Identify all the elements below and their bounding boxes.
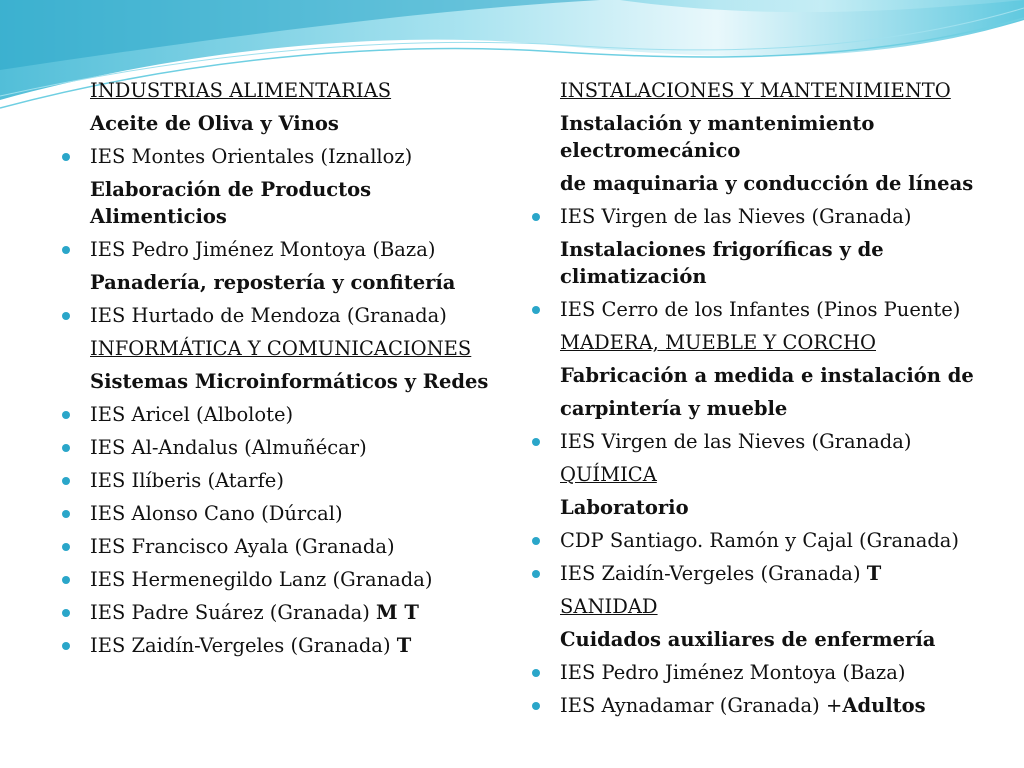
list-item [62,464,502,497]
list-item [62,629,502,662]
line-text: Elaboración de Productos Alimenticios [90,178,372,228]
line-text: IES Aricel (Albolote) [90,403,294,426]
list-item [532,425,982,458]
program-title [532,359,982,392]
bullet-icon [532,306,540,314]
list-item [62,299,502,332]
line-text: IES Pedro Jiménez Montoya (Baza) [560,661,906,684]
line-text: IES Hermenegildo Lanz (Granada) [90,568,433,591]
section-heading [532,326,982,359]
line-text: QUÍMICA [560,463,657,486]
line-suffix: M T [376,601,419,624]
line-text: IES Zaidín-Vergeles (Granada) [560,562,861,585]
line-text: Instalaciones frigoríficas y de climatización [560,238,884,288]
program-title [532,107,982,167]
line-text: IES Montes Orientales (Iznalloz) [90,145,413,168]
line-text: IES Alonso Cano (Dúrcal) [90,502,343,525]
line-text: IES Virgen de las Nieves (Granada) [560,430,912,453]
bullet-icon [62,510,70,518]
program-title [62,107,502,140]
line-text: IES Al-Andalus (Almuñécar) [90,436,367,459]
line-text: Panadería, repostería y confitería [90,271,456,294]
list-item [532,656,982,689]
line-text: Cuidados auxiliares de enfermería [560,628,936,651]
line-text: Fabricación a medida e instalación de [560,364,974,387]
program-title [532,623,982,656]
section-heading [532,458,982,491]
list-item [532,524,982,557]
line-suffix: T [866,562,882,585]
line-text: de maquinaria y conducción de líneas [560,172,974,195]
line-text: INDUSTRIAS ALIMENTARIAS [90,79,392,102]
program-title [532,167,982,200]
bullet-icon [62,543,70,551]
bullet-icon [532,702,540,710]
bullet-icon [62,477,70,485]
program-title [532,233,982,293]
line-text: Instalación y mantenimiento electromecánico [560,112,875,162]
line-text: IES Padre Suárez (Granada) [90,601,370,624]
line-text: IES Pedro Jiménez Montoya (Baza) [90,238,436,261]
line-text: IES Ilíberis (Atarfe) [90,469,284,492]
bullet-icon [532,537,540,545]
line-text: IES Cerro de los Infantes (Pinos Puente) [560,298,961,321]
list-item [62,431,502,464]
list-item [62,596,502,629]
list-item [62,233,502,266]
program-title [62,365,502,398]
program-title [532,392,982,425]
line-text: IES Zaidín-Vergeles (Granada) [90,634,391,657]
line-text: Aceite de Oliva y Vinos [90,112,339,135]
list-item [532,689,982,722]
list-item [62,563,502,596]
line-suffix: T [396,634,412,657]
bullet-icon [532,213,540,221]
line-text: IES Aynadamar (Granada) + [560,694,843,717]
bullet-icon [532,570,540,578]
program-title [62,173,502,233]
bullet-icon [62,246,70,254]
line-text: IES Virgen de las Nieves (Granada) [560,205,912,228]
line-text: INFORMÁTICA Y COMUNICACIONES [90,337,472,360]
line-text: CDP Santiago. Ramón y Cajal (Granada) [560,529,960,552]
left-column [62,74,502,662]
bullet-icon [62,642,70,650]
line-text: carpintería y mueble [560,397,788,420]
line-text: IES Hurtado de Mendoza (Granada) [90,304,447,327]
list-item [62,140,502,173]
section-heading [532,74,982,107]
bullet-icon [62,576,70,584]
list-item [532,557,982,590]
bullet-icon [532,438,540,446]
bullet-icon [62,444,70,452]
bullet-icon [62,411,70,419]
line-text: INSTALACIONES Y MANTENIMIENTO [560,79,951,102]
program-title [62,266,502,299]
right-column [532,74,982,722]
list-item [532,293,982,326]
section-heading [62,332,502,365]
list-item [62,398,502,431]
line-text: SANIDAD [560,595,658,618]
line-text: Sistemas Microinformáticos y Redes [90,370,489,393]
list-item [62,497,502,530]
list-item [62,530,502,563]
section-heading [62,74,502,107]
line-suffix: Adultos [842,694,926,717]
section-heading [532,590,982,623]
program-title [532,491,982,524]
line-text: MADERA, MUEBLE Y CORCHO [560,331,876,354]
bullet-icon [62,153,70,161]
bullet-icon [62,609,70,617]
list-item [532,200,982,233]
bullet-icon [62,312,70,320]
bullet-icon [532,669,540,677]
line-text: IES Francisco Ayala (Granada) [90,535,395,558]
line-text: Laboratorio [560,496,689,519]
